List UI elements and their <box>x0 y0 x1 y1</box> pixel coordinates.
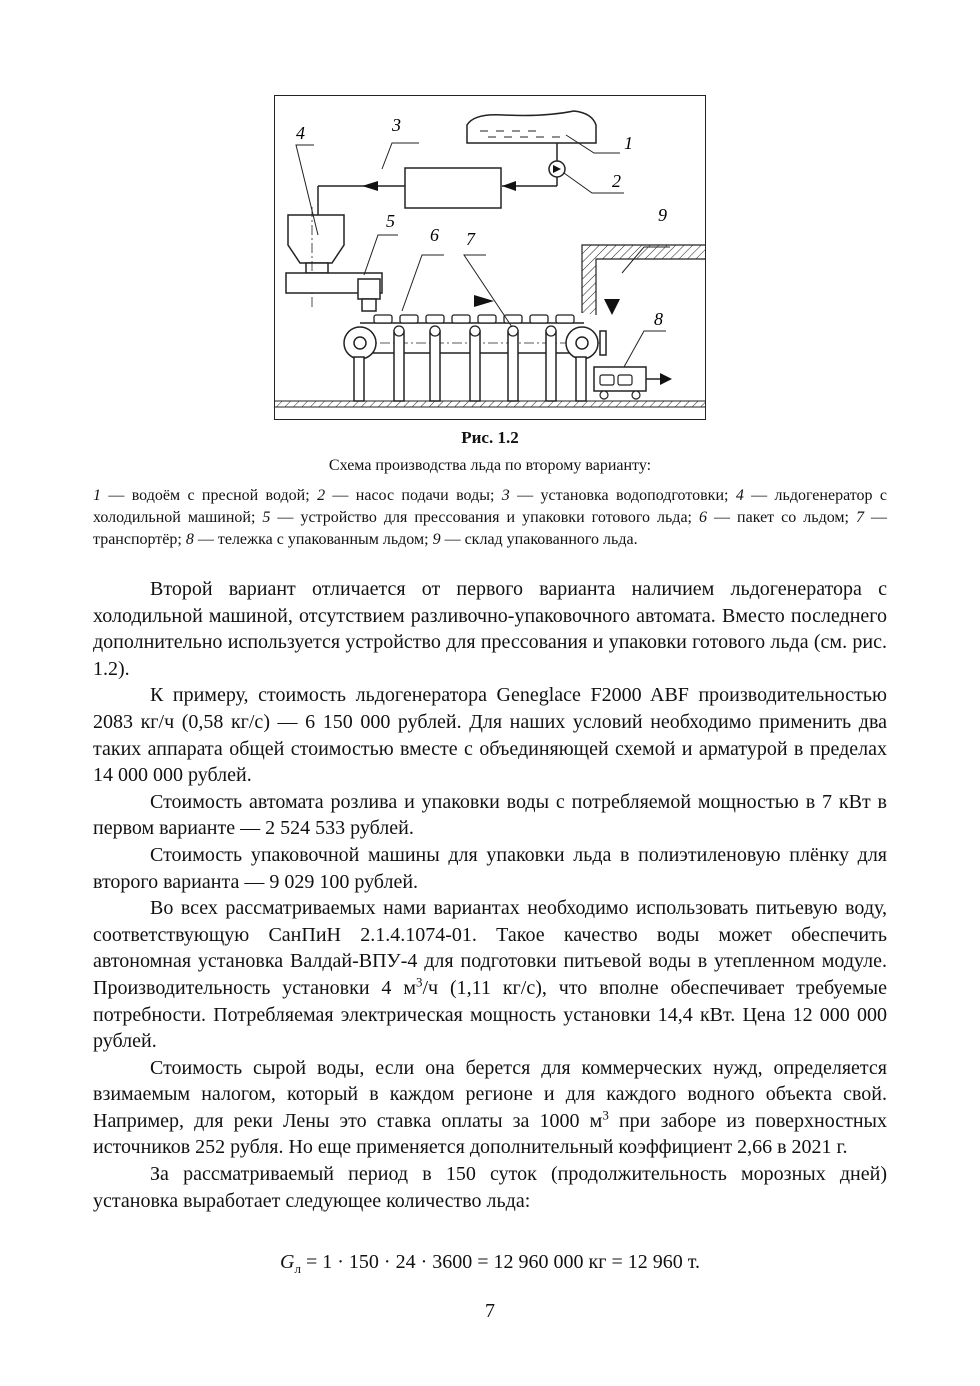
body-text <box>93 576 887 1214</box>
water-dashes <box>480 131 560 137</box>
conveyor-legs <box>354 331 586 401</box>
leg-rollers <box>394 326 556 336</box>
drop-arrow <box>604 299 620 315</box>
legend-item: 8 — тележка с упакованным льдом; <box>185 531 433 548</box>
legend-item: 4 — льдогенератор с холодильной машиной; <box>93 487 888 526</box>
paragraph-5: Во всех рассматриваемых нами вариантах необходимо использовать питьевую воду, соответствующую СанПиН 2.1.4.1074-01. Такое качество воды может обеспечить автономная установка Валдай-ВПУ-4 для подготовки питьевой воды в утепленном модуле. Производительность установки 4 $м^3/ч$ (1,11 кг/с), что вполне обеспечивает требуемые потребности. Потребляемая электрическая мощность установки 14,4 кВт. Цена 12 000 000 рублей. <box>93 897 887 1053</box>
water-treatment-unit <box>405 168 501 208</box>
figure-label-5: 5 <box>386 211 395 231</box>
figure-label-9: 9 <box>658 205 667 225</box>
figure-label-7: 7 <box>466 229 475 249</box>
ground-hatch <box>274 401 706 407</box>
ice-generator-body <box>288 215 344 263</box>
paragraph-4: Стоимость упаковочной машины для упаковки льда в полиэтиленовую плёнку для второго варианта — 9 029 100 рублей. <box>93 843 887 893</box>
paragraph-3: Стоимость автомата розлива и упаковки воды с потребляемой мощностью в 7 кВт в первом варианте — 2 524 533 рублей. <box>93 790 887 840</box>
paragraph-7: За рассматриваемый период в 150 суток (продолжительность морозных дней) установка выработает следующее количество льда: <box>93 1163 887 1212</box>
paragraph-2: К примеру, стоимость льдогенератора Geneglace F2000 ABF производительностью 2083 кг/ч (0,58 кг/с) — 6 150 000 рублей. Для наших условий необходимо применить два таких аппарата общей стоимостью вместе с объединяющей схемой и арматурой в пределах 14 000 000 рублей. <box>93 684 887 787</box>
legend-item: 3 — установка водоподготовки; <box>501 487 736 504</box>
figure-label-3: 3 <box>392 115 401 135</box>
figure-caption: Схема производства льда по второму варианту: <box>328 457 652 474</box>
legend-item: 5 — устройство для прессования и упаковки готового льда; <box>262 509 699 526</box>
figure-label-1: 1 <box>624 133 633 153</box>
formula: $G_л = 1 \cdot 150 \cdot 24 \cdot 3600 = 12$ 960 000 кг = 12 960 т. <box>280 1251 700 1276</box>
figure-label-8: 8 <box>654 309 663 329</box>
figure-label-6: 6 <box>430 225 439 245</box>
paragraph-6: Стоимость сырой воды, если она берется для коммерческих нужд, определяется взимаемым налогом, который в каждом регионе и для каждого водного объекта свой. Например, для реки Лены это ставка оплаты за 1000 $м^3$ при заборе из поверхностных источников 252 рубля. Но еще применяется дополнительный коэффициент 2,66 в 2021 г. <box>93 1056 887 1159</box>
figure-title: Рис. 1.2 <box>461 428 519 447</box>
figure-diagram <box>274 95 706 420</box>
figure-label-4: 4 <box>296 123 305 143</box>
legend-item: 7 — транспортёр; <box>93 509 888 548</box>
ice-packages <box>374 315 574 323</box>
trolley-arrow <box>660 373 672 385</box>
figure-label-2: 2 <box>612 171 621 191</box>
legend-item: 6 — пакет со льдом; <box>699 509 856 526</box>
page-number: 7 <box>485 1300 495 1322</box>
arrow-to-generator <box>362 181 378 191</box>
reservoir-shape <box>467 111 596 143</box>
legend-item: 2 — насос подачи воды; <box>317 487 502 504</box>
paragraph-1: Второй вариант отличается от первого варианта наличием льдогенератора с холодильной машиной, отсутствием разливочно-упаковочного автомата. Вместо последнего дополнительно используется устройство для прессования и упаковки готового льда (см. рис. 1.2). <box>93 578 887 680</box>
figure-legend <box>93 485 887 551</box>
warehouse-hatch <box>582 245 706 315</box>
conveyor-direction-arrow <box>474 295 494 307</box>
arrow-to-unit3 <box>502 181 516 191</box>
legend-item: 9 — склад упакованного льда. <box>432 531 638 548</box>
legend-item: 1 — водоём с пресной водой; <box>93 487 318 504</box>
ice-production-scheme <box>274 95 706 420</box>
